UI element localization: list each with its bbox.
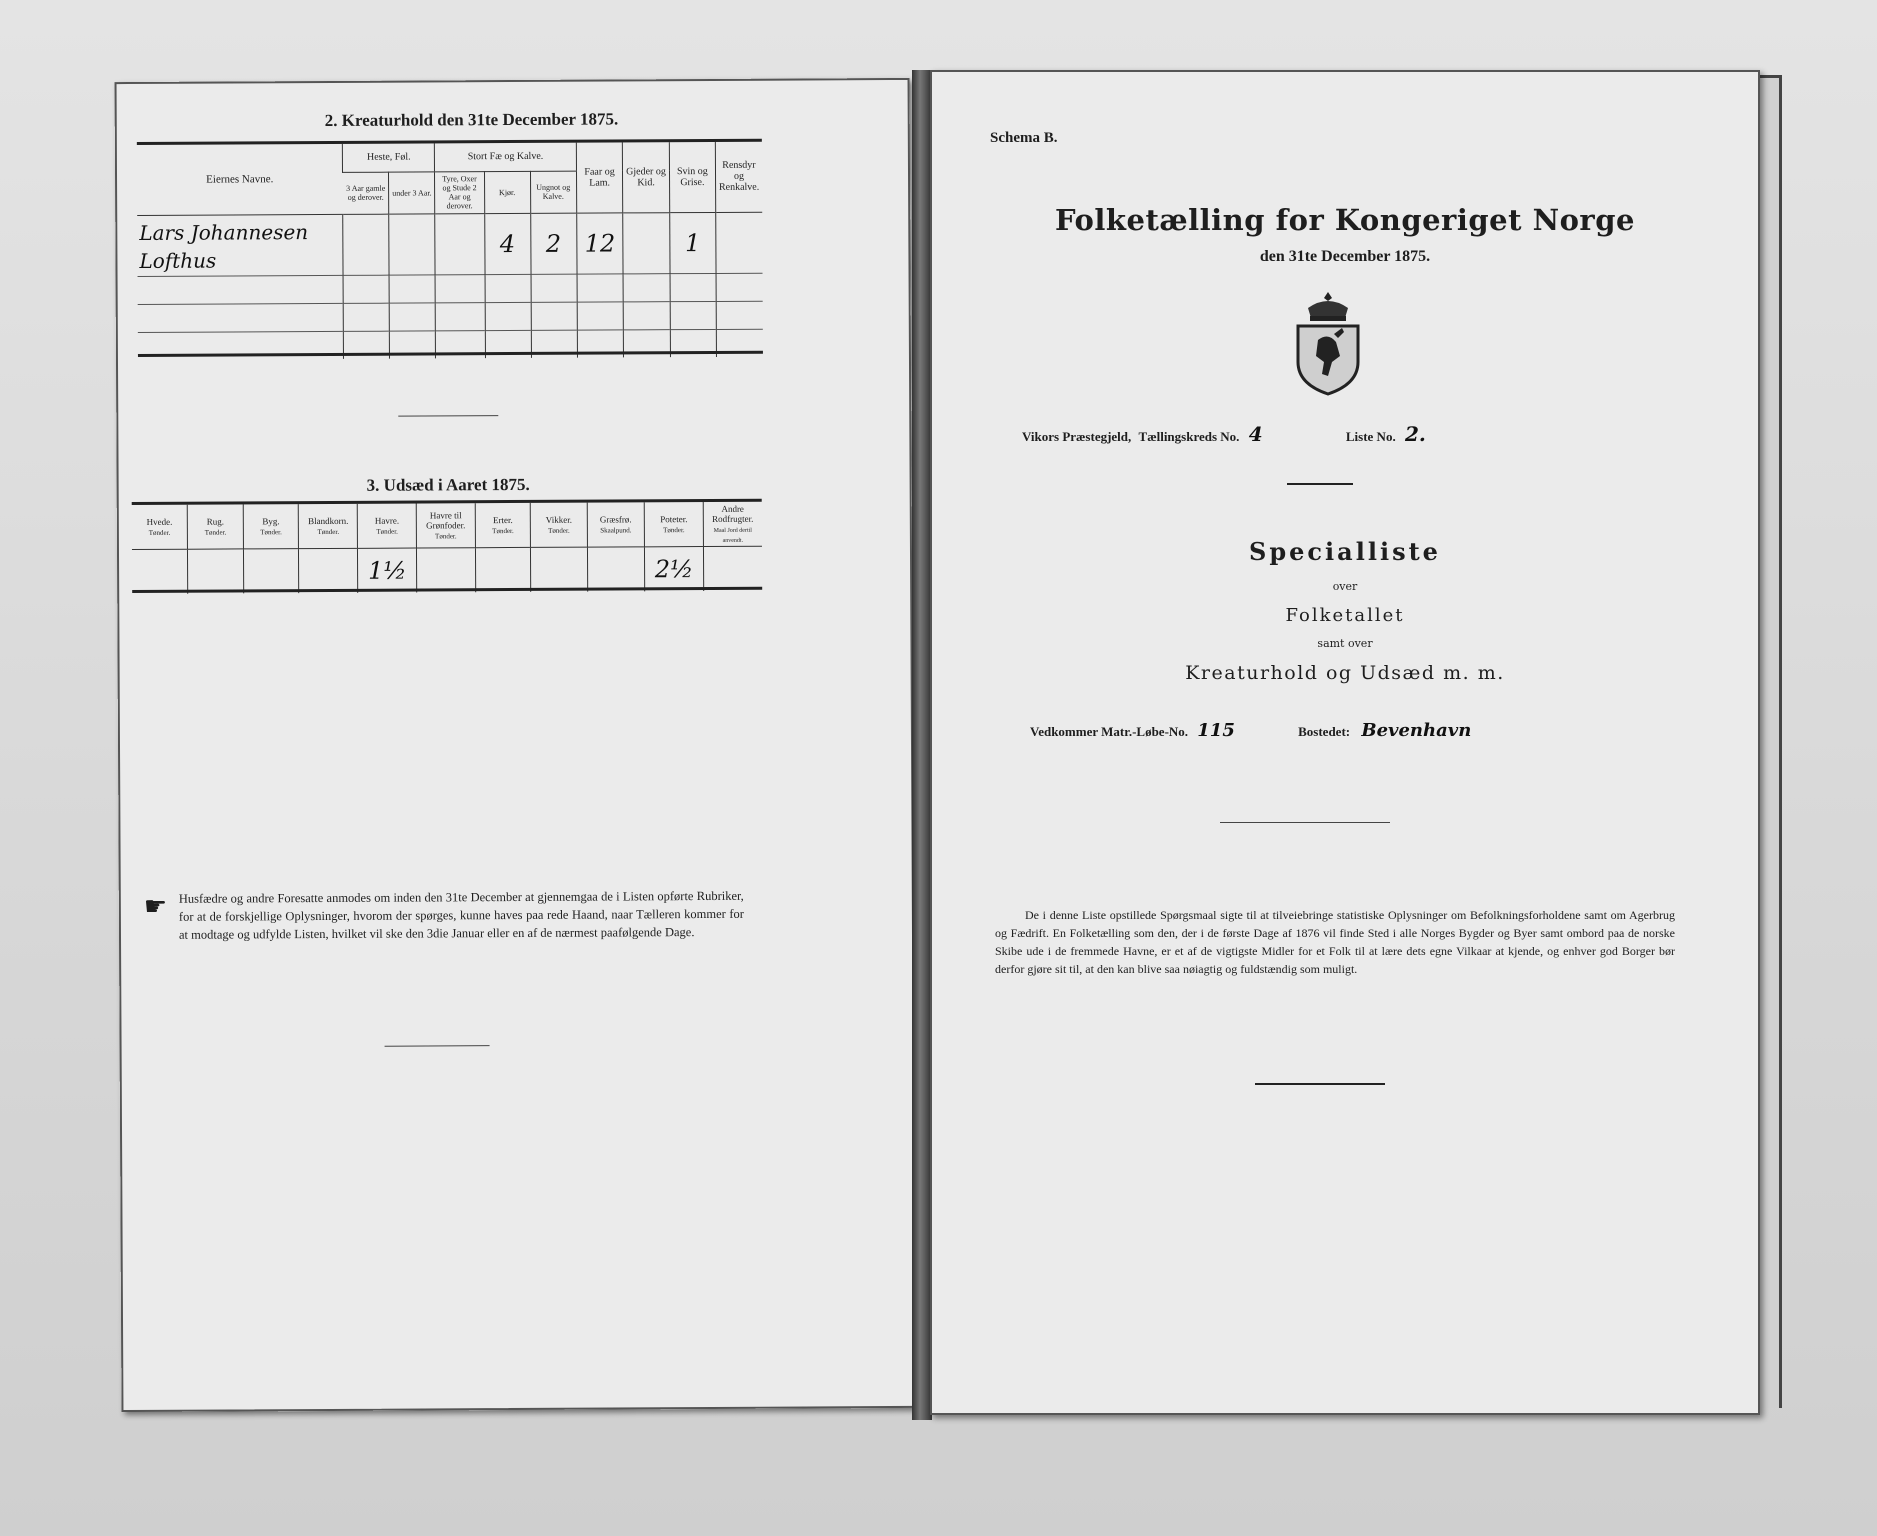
cell [623, 212, 670, 273]
right-page [930, 70, 1760, 1415]
livestock-table [137, 142, 763, 360]
kreaturhold-heading: Kreaturhold og Udsæd m. m. [1185, 662, 1505, 684]
sheep-header: Faar og Lam. [576, 142, 623, 212]
kreds-label: Tællingskreds No. [1138, 429, 1240, 444]
seed-header-gronfoder: Havre til Grønfoder. Tønder. [416, 503, 475, 548]
pigs-value: 1 [669, 212, 716, 273]
calves-value: 2 [530, 213, 577, 274]
seed-header-blandkorn: Blandkorn. Tønder. [299, 504, 358, 549]
bostedet-value: Bevenhavn [1361, 720, 1472, 741]
owner-name-cell [137, 214, 343, 276]
owner-header: Eiernes Navne. [206, 173, 274, 186]
samt-over-text: samt over [1317, 637, 1373, 650]
pigs-header: Svin og Grise. [669, 142, 716, 212]
census-date: den 31te December 1875. [1259, 248, 1431, 265]
seed-header-vikker: Vikker. Tønder. [531, 503, 588, 548]
seed-header-rodfrugter: Andre Rodfrugter. Maal Jord dertil anvendt. [703, 502, 762, 547]
book-spine [912, 70, 932, 1420]
left-page [115, 78, 917, 1412]
household-notice: Husfædre og andre Foresatte anmodes om inden den 31te December at gjennemgaa de i Listen opførte Rubriker, for at de forskjellige Oplysninger, hvorom der spørges, kunne haves paa rede Haand, naar Tælleren kommer for at modtage og udfylde Listen, hvilket vil ske den 3die Januar eller en af de nærmest paafølgende Dage. [178, 888, 744, 942]
matr-value: 115 [1197, 720, 1235, 741]
livestock-title: 2. Kreaturhold den 31te December 1875. [324, 109, 619, 130]
footer-explanation: De i denne Liste opstillede Spørgsmaal sigte til at tilveiebringe statistiske Oplysninger om Befolkningsforholdene samt om Agerbrug og Fædrift. En Folketælling som den, der i de første Dage af 1876 vil finde Sted i alle Norges Bygder og Byer samt ombord paa de norske Skibe ude i de fremmede Havne, er et af de vigtigste Midler for et Folk til at lære dets egne Vilkaar at kjende, og enhver god Borger bør derfor gjøre sit til, at den kan blive saa nøiagtig og fuldstændig som muligt. [995, 908, 1675, 976]
seed-header-havre: Havre. Tønder. [358, 504, 417, 549]
matr-label: Vedkommer Matr.-Løbe-No. [1030, 724, 1189, 739]
coat-of-arms-icon [1290, 290, 1366, 396]
seed-header-poteter: Poteter. Tønder. [644, 502, 703, 547]
folketallet-heading: Folketallet [1285, 605, 1405, 626]
owner-name: Lars Johannesen Lofthus [139, 219, 309, 273]
specialliste-heading: Specialliste [1249, 537, 1441, 566]
cell [716, 212, 763, 273]
seed-table [132, 502, 762, 594]
horses-young-header: under 3 Aar. [389, 171, 435, 213]
seed-header-hvede: Hvede. Tønder. [146, 516, 173, 537]
havre-value: 1½ [358, 548, 417, 592]
horses-old-header: 3 Aar gamle og derover. [346, 183, 386, 202]
bottom-divider [385, 1045, 490, 1047]
cell [343, 214, 389, 275]
parish-line [1022, 422, 1426, 446]
poteter-value: 2½ [645, 547, 704, 591]
kreds-value: 4 [1248, 422, 1263, 446]
schema-label: Schema B. [990, 130, 1058, 146]
cell [389, 213, 435, 274]
calves-header: Ungnot og Kalve. [530, 171, 576, 213]
seed-header-graesfro: Græsfrø. Skaalpund. [587, 502, 645, 547]
divider [398, 415, 498, 417]
cows-header: Kjør. [484, 171, 530, 213]
goats-header: Gjeder og Kid. [623, 142, 670, 212]
seed-header-erter: Erter. Tønder. [475, 503, 531, 548]
cell [435, 213, 485, 274]
seed-title: 3. Udsæd i Aaret 1875. [366, 474, 530, 495]
census-title: Folketælling for Kongeriget Norge [1055, 203, 1635, 237]
horses-header: Heste, Føl. [343, 143, 435, 171]
liste-label: Liste No. [1345, 429, 1396, 444]
seed-header-rug: Rug. Tønder. [188, 504, 244, 549]
cattle-header: Stort Fæ og Kalve. [435, 143, 577, 172]
sheep-value: 12 [577, 212, 624, 273]
prestegjeld-label: Vikors Præstegjeld, [1022, 429, 1132, 444]
reindeer-header: Rensdyr og Renkalve. [715, 142, 762, 212]
bulls-header: Tyre, Oxer og Stude 2 Aar og derover. [435, 171, 484, 213]
cows-value: 4 [484, 213, 530, 274]
mid-rule [1220, 822, 1390, 823]
over-text-1: over [1332, 580, 1358, 593]
bostedet-label: Bostedet: [1298, 724, 1351, 739]
matr-line [1030, 720, 1471, 741]
bottom-rule [1255, 1083, 1385, 1085]
short-rule [1287, 483, 1353, 485]
liste-value: 2. [1404, 422, 1426, 446]
pointing-hand-icon: ☛ [143, 891, 168, 922]
seed-header-byg: Byg. Tønder. [243, 504, 299, 549]
